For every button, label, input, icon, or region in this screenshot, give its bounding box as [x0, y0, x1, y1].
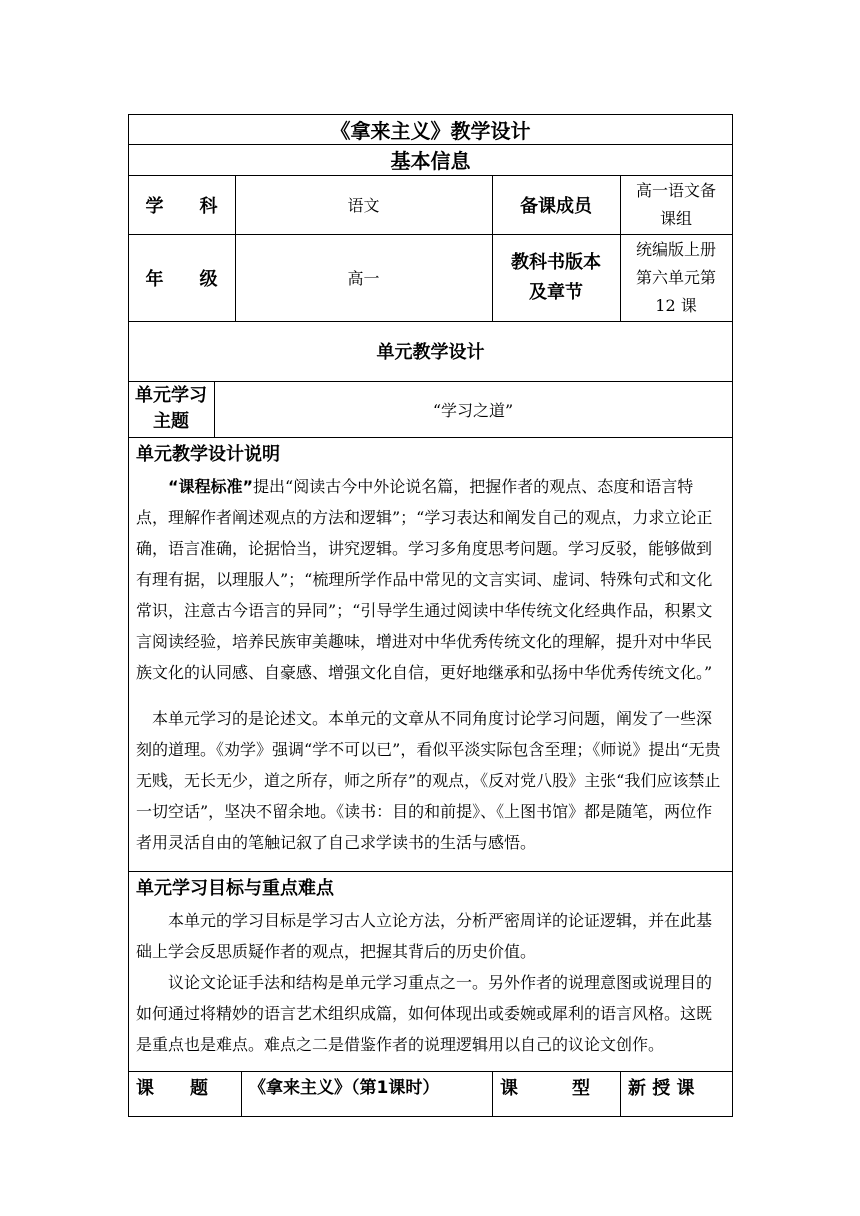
unit-design-heading: 单元教学设计 — [376, 342, 485, 363]
textbook-value-line-2: 第六单元第 — [635, 267, 716, 287]
members-value-line-1: 高一语文备 — [635, 180, 716, 200]
members-value-line-2: 课组 — [659, 208, 692, 228]
textbook-value — [620, 234, 732, 321]
design-notes-paragraph-2: 本单元学习的是论述文。本单元的文章从不同角度讨论学习问题，阐发了一些深刻的道理。《劝学》强调“学不可以已”，看似平淡实际包含至理；《师说》提出“无贵无贱，无长无少，道之所存，师之所存”的观点，《反对党八股》主张“我们应该禁止一切空话”，坚决不留余地。《读书：目的和前提》、《上图书馆》都是随笔，两位作者用灵活自由的笔触记叙了自己求学读书的生活与感悟。 — [136, 709, 721, 852]
section-heading-design-notes: 单元教学设计说明 — [136, 444, 280, 465]
document-title: 《拿来主义》教学设计 — [330, 118, 531, 143]
goals-paragraph-1: 本单元的学习目标是学习古人立论方法，分析严密周详的论证逻辑，并在此基础上学会反思质疑作者的观点，把握其背后的历史价值。 — [136, 911, 713, 961]
unit-theme-label-line-1: 单元学习 — [135, 385, 207, 406]
type-value: 新 授 课 — [628, 1078, 695, 1099]
grade-value: 高一 — [347, 269, 380, 288]
section-heading-goals: 单元学习目标与重点难点 — [136, 878, 334, 899]
textbook-value-line-3: 12 课 — [655, 295, 697, 315]
grade-label: 年 级 — [145, 268, 218, 290]
unit-theme-label — [128, 381, 214, 437]
goals-paragraph-2: 议论文论证手法和结构是单元学习重点之一。另外作者的说理意图或说理目的如何通过将精妙的语言艺术组织成篇，如何体现出或委婉或犀利的语言风格。这既是重点也是难点。难点之二是借鉴作者的说理逻辑用以自己的议论文创作。 — [136, 973, 713, 1054]
curriculum-standard-emphasis: “课程标准” — [168, 477, 254, 496]
members-label: 备课成员 — [520, 195, 592, 217]
textbook-label — [492, 234, 620, 321]
basic-info-heading: 基本信息 — [390, 149, 471, 173]
design-notes-paragraph-1-text: 提出“阅读古今中外论说名篇，把握作者的观点、态度和语言特点，理解作者阐述观点的方法和逻辑”；“学习表达和阐发自己的观点，力求立论正确，语言准确，论据恰当，讲究逻辑。学习多角度思考问题。学习反驳，能够做到有理有据，以理服人”；“梳理所学作品中常见的文言实词、虚词、特殊句式和文化常识，注意古今语言的异同”；“引导学生通过阅读中华传统文化经典作品，积累文言阅读经验，培养民族审美趣味，增进对中华优秀传统文化的理解，提升对中华民族文化的认同感、自豪感、增强文化自信，更好地继承和弘扬中华优秀传统文化。” — [136, 477, 713, 682]
lesson-value: 《拿来主义》（第1课时） — [249, 1078, 440, 1098]
design-notes-paragraph-1 — [136, 471, 724, 688]
unit-theme-value: “学习之道” — [432, 400, 514, 420]
textbook-value-line-1: 统编版上册 — [635, 239, 716, 259]
lesson-label: 课 题 — [136, 1078, 208, 1099]
subject-label: 学 科 — [145, 195, 218, 217]
textbook-label-line-1: 教科书版本 — [511, 251, 601, 273]
subject-value: 语文 — [347, 196, 380, 215]
textbook-label-line-2: 及章节 — [529, 281, 583, 303]
members-value — [620, 175, 732, 234]
type-label: 课 型 — [500, 1078, 590, 1099]
unit-theme-label-line-2: 主题 — [153, 411, 189, 432]
